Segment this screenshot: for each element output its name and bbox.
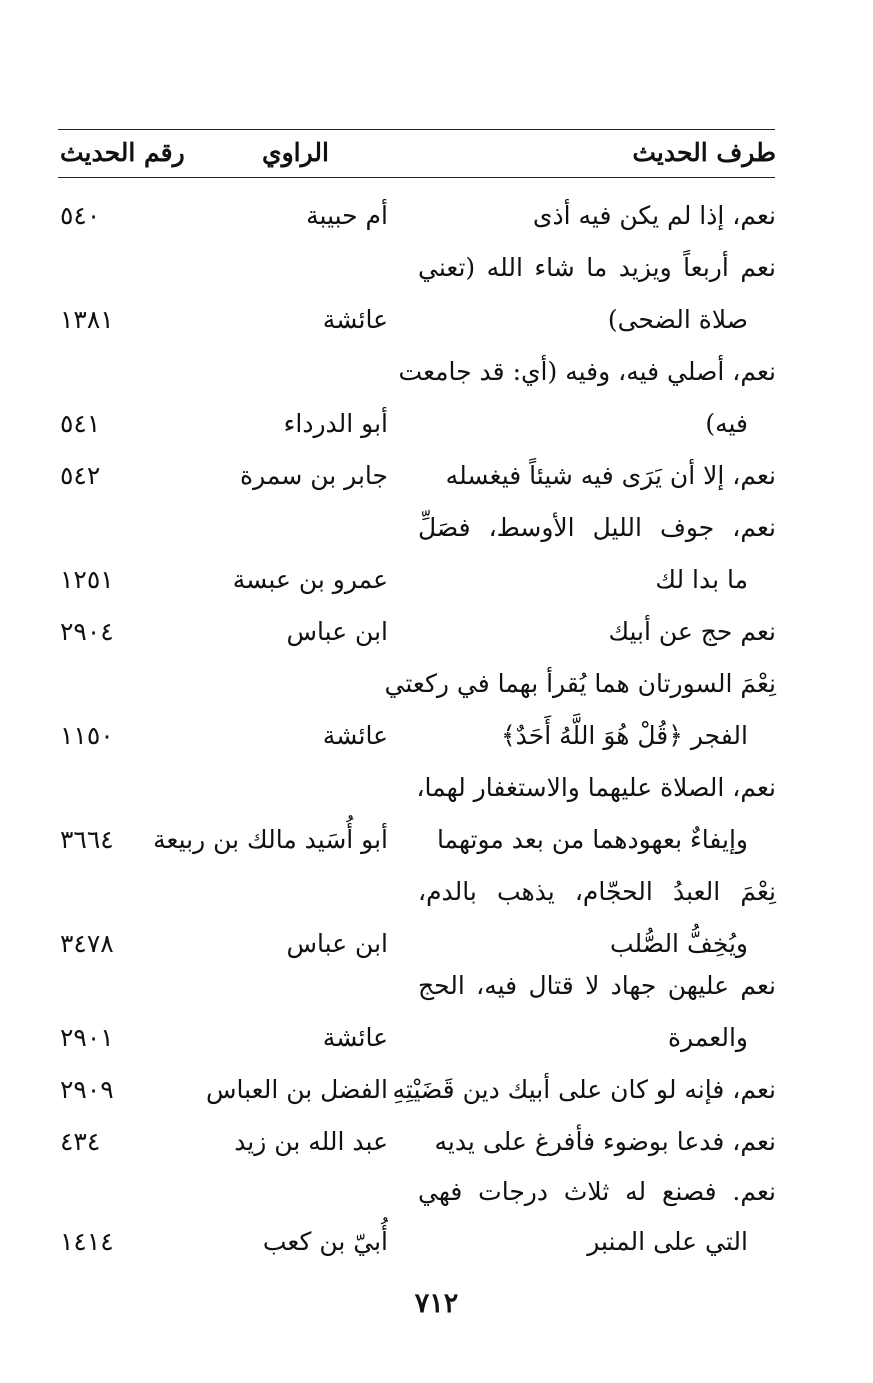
entry-narrator: أبو أُسَيد مالك بن ربيعة — [153, 825, 388, 854]
entry-number: ١٣٨١ — [60, 305, 114, 334]
entry-narrator: عائشة — [322, 1023, 388, 1052]
entry-narrator: الفضل بن العباس — [205, 1075, 388, 1104]
entry-number: ١١٥٠ — [60, 721, 114, 750]
entry-narrator: أُبيّ بن كعب — [262, 1227, 388, 1256]
entry-narrator: عبد الله بن زيد — [234, 1127, 388, 1156]
entry-number: ٥٤٠ — [60, 201, 101, 230]
entry-text: نعم، فدعا بوضوء فأفرغ على يديه — [434, 1127, 776, 1156]
entry-narrator: أبو الدرداء — [283, 409, 388, 438]
entry-number: ٢٩٠٩ — [60, 1075, 114, 1104]
entry-text-continuation: والعمرة — [667, 1023, 748, 1052]
entry-narrator: ابن عباس — [286, 929, 388, 958]
entry-text-continuation: التي على المنبر — [587, 1227, 748, 1256]
entry-narrator: عمرو بن عبسة — [232, 565, 388, 594]
entry-text-continuation: صلاة الضحى) — [607, 305, 748, 334]
entry-text-continuation: الفجر ﴿قُلْ هُوَ اللَّهُ أَحَدٌ﴾ — [501, 721, 748, 750]
entry-narrator: عائشة — [322, 305, 388, 334]
entry-text: نعم عليهن جهاد لا قتال فيه، الحج — [418, 971, 776, 1000]
entry-number: ٣٤٧٨ — [60, 929, 114, 958]
entry-number: ١٤١٤ — [60, 1227, 114, 1256]
entry-text: نعم، فإنه لو كان على أبيك دين قَضَيْتِهِ — [392, 1075, 776, 1104]
entry-number: ١٢٥١ — [60, 565, 114, 594]
header-hadith-column: طرف الحديث — [632, 138, 776, 167]
entry-text: نعم، جوف الليل الأوسط، فصَلِّ — [418, 513, 776, 542]
entry-text-continuation: ويُخِفُّ الصُّلب — [609, 929, 748, 958]
entry-text: نِعْمَ السورتان هما يُقرأ بهما في ركعتي — [384, 669, 776, 698]
entry-number: ٤٣٤ — [60, 1127, 101, 1156]
entry-text: نعم، الصلاة عليهما والاستغفار لهما، — [416, 773, 776, 802]
header-rule — [58, 177, 775, 178]
entry-number: ٢٩٠٤ — [60, 617, 114, 646]
top-rule — [58, 129, 775, 130]
entry-text: نِعْمَ العبدُ الحجّام، يذهب بالدم، — [418, 877, 776, 906]
entry-narrator: أم حبيبة — [306, 201, 388, 230]
entry-text-continuation: وإيفاءٌ بعهودهما من بعد موتهما — [436, 825, 748, 854]
entry-text: نعم أربعاً ويزيد ما شاء الله (تعني — [418, 253, 776, 282]
entry-text: نعم، إذا لم يكن فيه أذى — [532, 201, 776, 230]
entry-text: نعم، أصلي فيه، وفيه (أي: قد جامعت — [398, 357, 776, 386]
entry-text: نعم، إلا أن يَرَى فيه شيئاً فيغسله — [445, 461, 776, 490]
entry-narrator: عائشة — [322, 721, 388, 750]
entry-number: ٢٩٠١ — [60, 1023, 114, 1052]
entry-number: ٥٤٢ — [60, 461, 101, 490]
header-number-column: رقم الحديث — [60, 138, 185, 167]
page-number: ٧١٢ — [414, 1288, 459, 1319]
entry-narrator: ابن عباس — [286, 617, 388, 646]
header-narrator-column: الراوي — [262, 138, 329, 167]
entry-number: ٣٦٦٤ — [60, 825, 114, 854]
entry-text: نعم. فصنع له ثلاث درجات فهي — [418, 1177, 776, 1206]
entry-text: نعم حج عن أبيك — [608, 617, 776, 646]
entry-text-continuation: فيه) — [705, 409, 748, 438]
entry-text-continuation: ما بدا لك — [655, 565, 748, 594]
entry-narrator: جابر بن سمرة — [240, 461, 388, 490]
entry-number: ٥٤١ — [60, 409, 101, 438]
